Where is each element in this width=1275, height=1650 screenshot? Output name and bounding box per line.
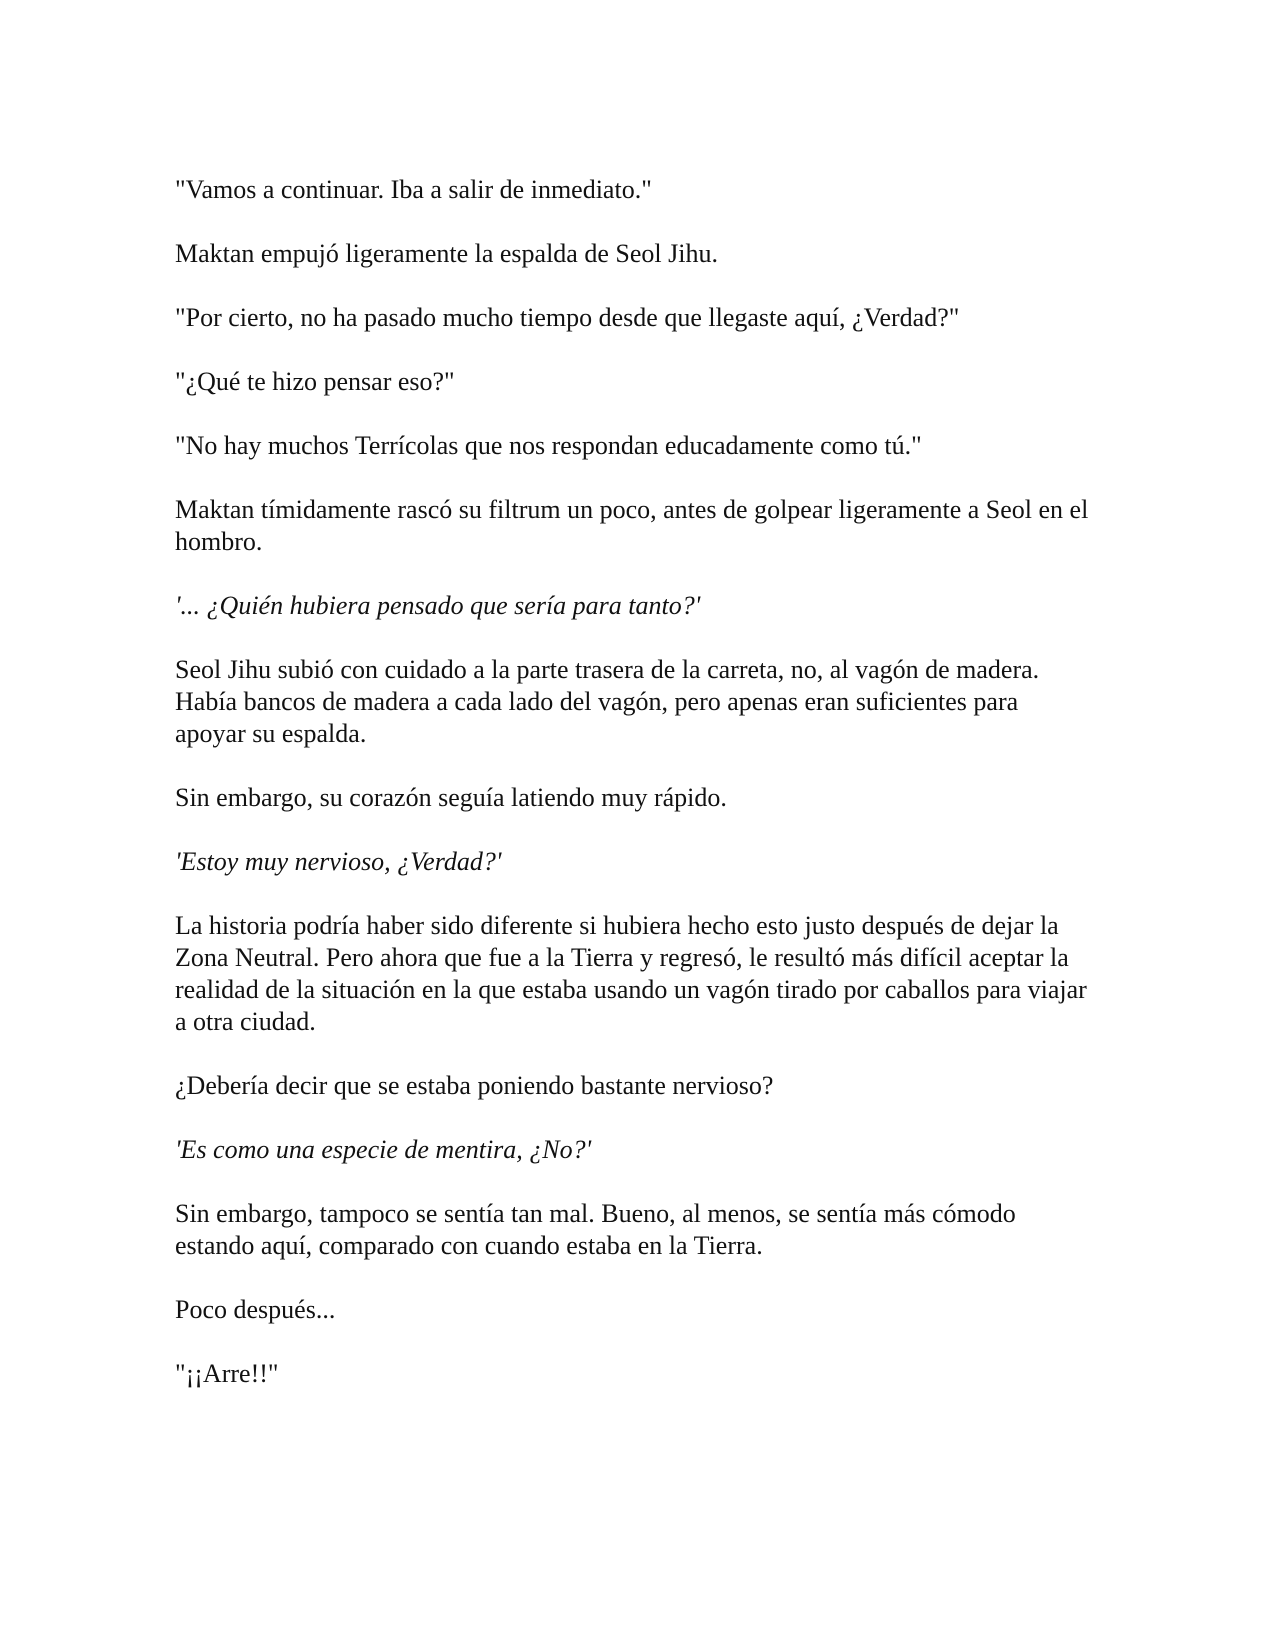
- paragraph-narration: Maktan tímidamente rascó su filtrum un poco, antes de golpear ligeramente a Seol en el hombro.: [175, 495, 1089, 556]
- paragraph-dialogue: "Por cierto, no ha pasado mucho tiempo desde que llegaste aquí, ¿Verdad?": [175, 303, 960, 332]
- paragraph-narration: Sin embargo, tampoco se sentía tan mal. Bueno, al menos, se sentía más cómodo estando aquí, comparado con cuando estaba en la Tierra.: [175, 1199, 1016, 1260]
- paragraph-narration: Sin embargo, su corazón seguía latiendo muy rápido.: [175, 783, 727, 812]
- paragraph-narration: Poco después...: [175, 1295, 336, 1324]
- paragraph-narration: La historia podría haber sido diferente si hubiera hecho esto justo después de dejar la Zona Neutral. Pero ahora que fue a la Tierra y regresó, le resultó más difícil aceptar la realidad de la situación en la que estaba usando un vagón tirado por caballos para viajar a otra ciudad.: [175, 911, 1087, 1036]
- document-body: [175, 174, 1095, 1422]
- paragraph-dialogue: "No hay muchos Terrícolas que nos respondan educadamente como tú.": [175, 431, 922, 460]
- paragraph-thought: '... ¿Quién hubiera pensado que sería para tanto?': [175, 591, 701, 620]
- paragraph-dialogue: "¡¡Arre!!": [175, 1359, 279, 1388]
- paragraph-dialogue: "Vamos a continuar. Iba a salir de inmediato.": [175, 175, 652, 204]
- paragraph-narration: Seol Jihu subió con cuidado a la parte trasera de la carreta, no, al vagón de madera. Había bancos de madera a cada lado del vagón, pero apenas eran suficientes para apoyar su espalda.: [175, 655, 1040, 748]
- paragraph-narration: ¿Debería decir que se estaba poniendo bastante nervioso?: [175, 1071, 774, 1100]
- paragraph-dialogue: "¿Qué te hizo pensar eso?": [175, 367, 455, 396]
- paragraph-thought: 'Estoy muy nervioso, ¿Verdad?': [175, 847, 502, 876]
- paragraph-thought: 'Es como una especie de mentira, ¿No?': [175, 1135, 592, 1164]
- paragraph-narration: Maktan empujó ligeramente la espalda de Seol Jihu.: [175, 239, 718, 268]
